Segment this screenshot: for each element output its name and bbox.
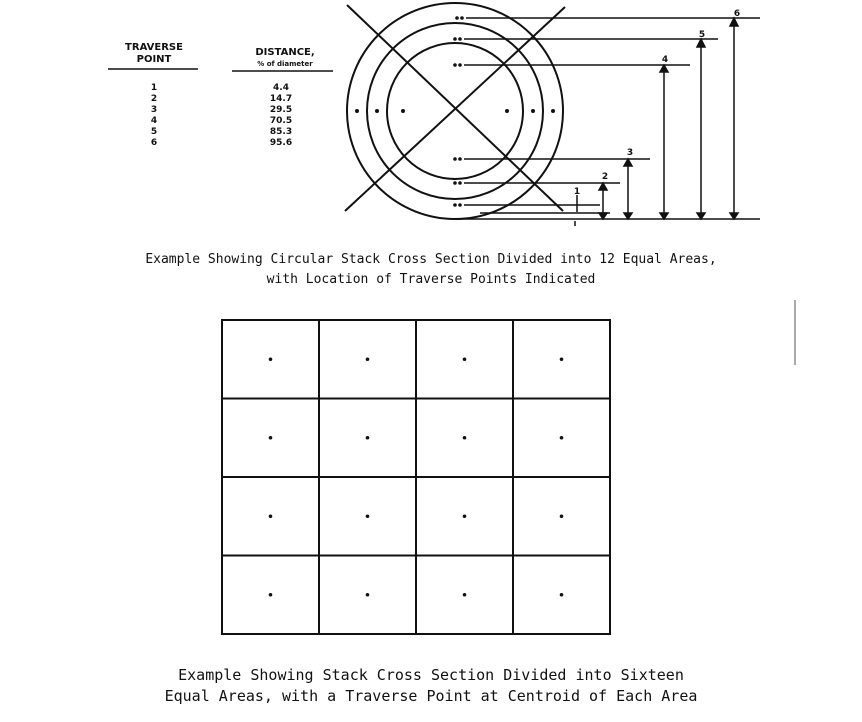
- rectangular-caption-line1: Example Showing Stack Cross Section Divided into Sixteen: [178, 666, 684, 684]
- traverse-dot: [375, 109, 379, 113]
- circular-caption-line2: with Location of Traverse Points Indicated: [266, 272, 596, 287]
- circular-caption-line1: Example Showing Circular Stack Cross Section Divided into 12 Equal Areas,: [145, 252, 717, 267]
- table-cell-distance: 29.5: [269, 105, 293, 115]
- table-cell-point: 6: [150, 138, 158, 148]
- rectangular-section-caption: [0, 665, 862, 707]
- table-cell-point: 2: [150, 94, 158, 104]
- table-cell-distance: 95.6: [269, 138, 293, 148]
- centroid-point: [463, 436, 467, 440]
- traverse-leader-6: [455, 16, 760, 20]
- centroid-point: [269, 436, 273, 440]
- traverse-label-3: 3: [626, 148, 634, 158]
- centroid-point: [463, 357, 467, 361]
- centroid-point: [560, 514, 564, 518]
- centroid-point: [463, 514, 467, 518]
- traverse-leader-1: [453, 203, 600, 207]
- table-cell-point: 4: [150, 116, 158, 126]
- table-cell-point: 1: [150, 83, 158, 93]
- table-cell-distance: 4.4: [273, 83, 289, 93]
- centroid-point: [560, 357, 564, 361]
- centroid-point: [463, 593, 467, 597]
- traverse-label-5: 5: [698, 30, 706, 40]
- traverse-table: [108, 42, 333, 148]
- traverse-dot: [505, 109, 509, 113]
- traverse-label-2: 2: [601, 172, 609, 182]
- table-header-point-line2: POINT: [136, 54, 172, 65]
- traverse-leader-5: [453, 37, 718, 41]
- table-cell-distance: 85.3: [269, 127, 293, 137]
- centroid-point: [269, 357, 273, 361]
- centroid-point: [560, 436, 564, 440]
- grid-lines: [222, 320, 610, 634]
- table-cell-point: 3: [150, 105, 158, 115]
- centroid-point: [269, 514, 273, 518]
- table-rows: [151, 83, 292, 148]
- traverse-label-4: 4: [661, 55, 669, 65]
- table-header-point-line1: TRAVERSE: [125, 42, 183, 53]
- centroid-point: [366, 436, 370, 440]
- traverse-dot: [401, 109, 405, 113]
- table-cell-distance: 14.7: [269, 94, 293, 104]
- traverse-dot: [531, 109, 535, 113]
- centroid-point: [366, 357, 370, 361]
- traverse-label-1: 1: [573, 187, 581, 197]
- centroid-point: [560, 593, 564, 597]
- table-cell-point: 5: [150, 127, 158, 137]
- traverse-leader-4: [453, 63, 690, 67]
- traverse-label-6: 6: [733, 9, 741, 19]
- table-header-distance-unit: % of diameter: [257, 60, 313, 68]
- centroid-point: [366, 593, 370, 597]
- traverse-dot: [355, 109, 359, 113]
- table-header-distance: DISTANCE,: [255, 47, 315, 58]
- traverse-dot: [551, 109, 555, 113]
- dimension-arrows: [575, 18, 738, 226]
- circular-cross-section: [345, 3, 760, 226]
- centroid-point: [269, 593, 273, 597]
- circular-section-caption: [0, 250, 862, 290]
- table-cell-distance: 70.5: [269, 116, 293, 126]
- rectangular-caption-line2: Equal Areas, with a Traverse Point at Centroid of Each Area: [164, 687, 698, 705]
- centroid-point: [366, 514, 370, 518]
- rectangular-cross-section: [222, 320, 610, 634]
